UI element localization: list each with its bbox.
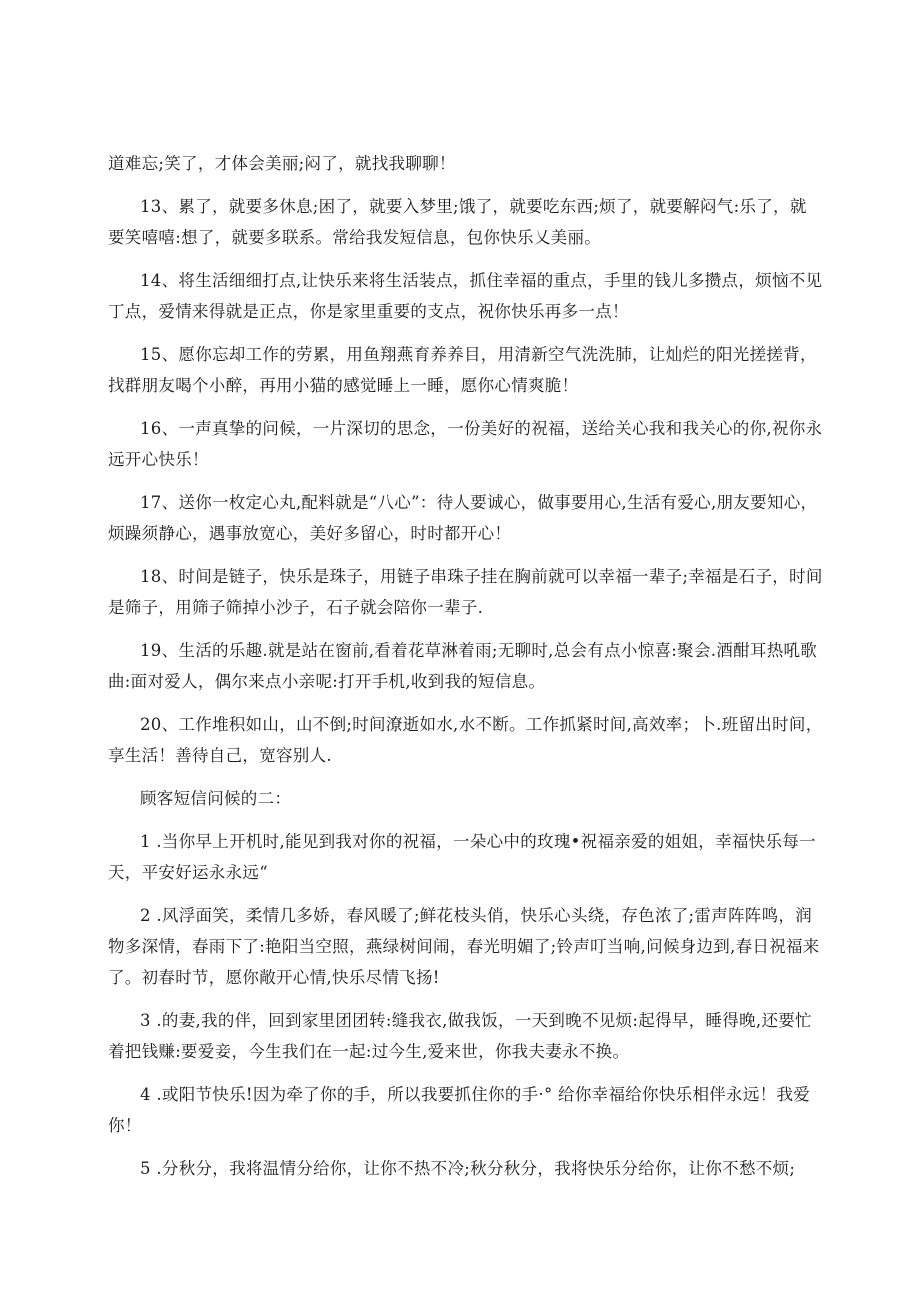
paragraph-13: 13、累了，就要多休息;困了，就要入梦里;饿了，就要吃东西;烦了，就要解闷气:乐了，就要笑嘻嘻:想了，就要多联系。常给我发短信息，包你快乐乂美丽。 [108, 197, 807, 247]
paragraph-19: 19、生活的乐趣.就是站在窗前,看着花草淋着雨;无聊时,总会有点小惊喜:聚会.酒酣耳热吼歌曲:面对爱人，偶尔来点小亲呢:打开手机,收到我的短信息。 [108, 641, 818, 691]
paragraph-item-3: 3 .的妻,我的伴，回到家里团团转:缝我衣,做我饭，一天到晚不见烦:起得早，睡得晚,还要忙着把钱赚:要爱妾，今生我们在一起:过今生,爱来世，你我夫妻永不换。 [108, 1011, 812, 1061]
paragraph-14: 14、将生活细细打点,让快乐来将生活装点，抓住幸福的重点，手里的钱儿多攒点，烦恼不见丁点，爱情来得就是正点，你是家里重要的支点，祝你快乐再多一点！ [108, 271, 823, 321]
paragraph-item-5: 5 .分秋分，我将温情分给你，让你不热不冷;秋分秋分，我将快乐分给你，让你不愁不烦; [140, 1159, 796, 1178]
paragraph-18: 18、时间是链子，快乐是珠子，用链子串珠子挂在胸前就可以幸福一辈子;幸福是石子，时间是筛子，用筛子筛掉小沙子，石子就会陪你一辈子. [108, 567, 823, 617]
section-heading: 顾客短信问候的二： [140, 789, 292, 808]
paragraph-item-4: 4 .或阳节快乐!因为牵了你的手，所以我要抓住你的手·° 给你幸福给你快乐相伴永远！我爱你！ [108, 1085, 811, 1135]
document-body [108, 148, 823, 1196]
paragraph-16: 16、一声真挚的问候，一片深切的思念，一份美好的祝福，送给关心我和我关心的你,祝你永远开心快乐！ [108, 419, 823, 469]
paragraph-15: 15、愿你忘却工作的劳累，用鱼翔燕育养养目，用清新空气洗洗肺，让灿烂的阳光搓搓背，找群朋友喝个小醉，再用小猫的感觉睡上一睡，愿你心情爽脆！ [108, 345, 817, 395]
paragraph-item-2: 2 .风浮面笑，柔情几多娇，春风暖了;鲜花枝头俏，快乐心头绕，存色浓了;雷声阵阵鸣，润物多深情，春雨下了:艳阳当空照，燕绿树间闹，春光明媚了;铃声叮当响,问候身边到,春日祝福来了。初春时节，愿你敞开心情,快乐尽情飞扬! [108, 906, 820, 987]
paragraph-continuation: 道难忘;笑了，才体会美丽;闷了，就找我聊聊！ [108, 154, 456, 173]
paragraph-17: 17、送你一枚定心丸,配料就是“八心”：待人要诚心，做事要用心,生活有爱心,朋友要知心，烦躁须静心，遇事放宽心，美好多留心，时时都开心！ [108, 493, 818, 543]
paragraph-item-1: 1 .当你早上开机时,能见到我对你的祝福，一朵心中的玫瑰•祝福亲爱的姐姐，幸福快乐每一天，平安好运永永远“ [108, 832, 816, 882]
paragraph-20: 20、工作堆积如山，山不倒;时间潦逝如水,水不断。工作抓紧时间,高效率；卜.班留出时间，享生活！善待自己，宽容别人. [108, 715, 823, 765]
